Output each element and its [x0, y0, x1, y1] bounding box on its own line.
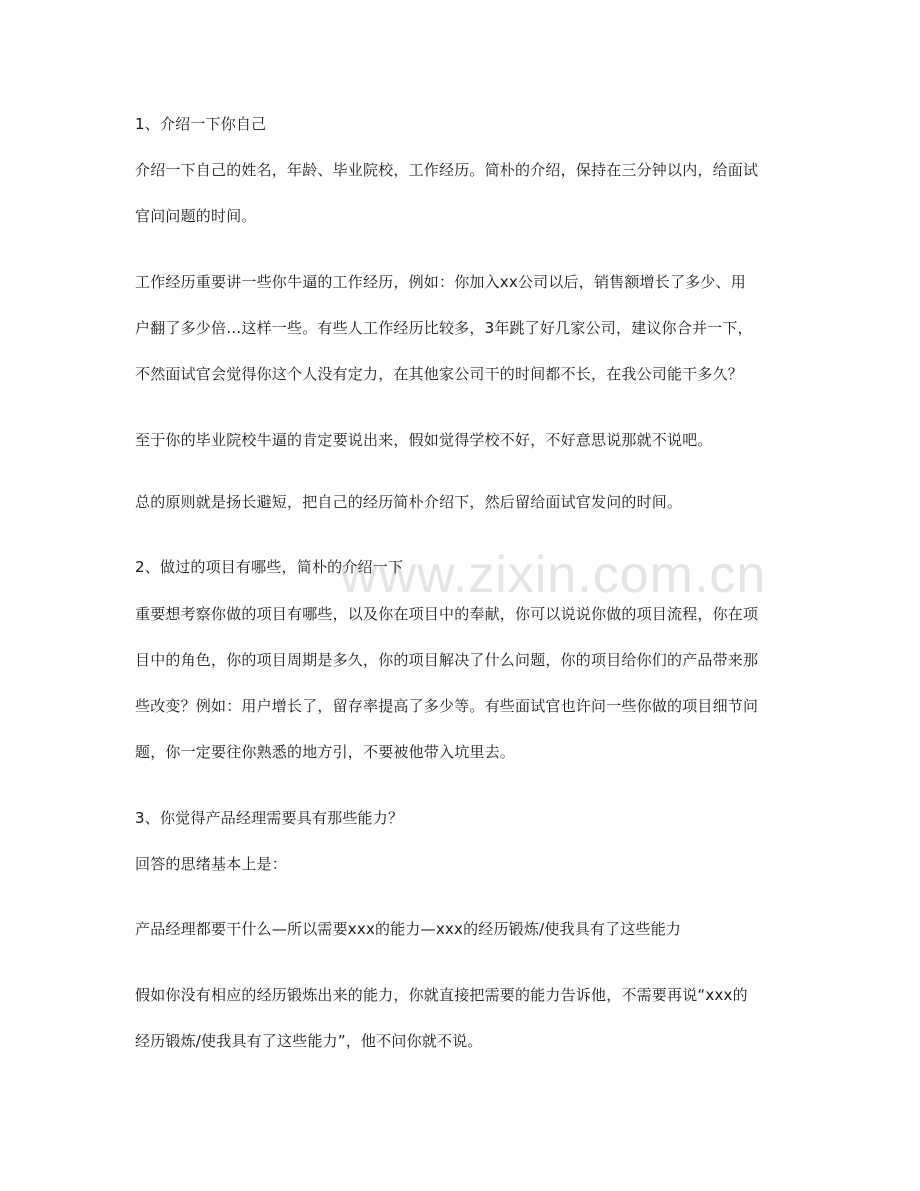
paragraph-line: 些改变？例如：用户增长了，留存率提高了多少等。有些面试官也许问一些你做的项目细节问	[135, 697, 759, 715]
paragraph-line: 官问问题的时间。	[135, 207, 257, 225]
paragraph-line: 经历锻炼/使我具有了这些能力”，他不问你就不说。	[135, 1032, 483, 1050]
paragraph-line: 不然面试官会觉得你这个人没有定力，在其他家公司干的时间都不长，在我公司能干多久？	[135, 365, 744, 383]
paragraph-line: 总的原则就是扬长避短，把自己的经历简朴介绍下，然后留给面试官发问的时间。	[135, 493, 683, 511]
paragraph-line: 工作经历重要讲一些你牛逼的工作经历，例如：你加入xx公司以后，销售额增长了多少、用	[135, 273, 746, 291]
paragraph-line: 回答的思绪基本上是：	[135, 855, 288, 873]
paragraph-line: 目中的角色，你的项目周期是多久，你的项目解决了什么问题，你的项目给你们的产品带来那	[135, 651, 759, 669]
paragraph-line: 题，你一定要往你熟悉的地方引，不要被他带入坑里去。	[135, 743, 516, 761]
paragraph-line: 户翻了多少倍…这样一些。有些人工作经历比较多，3年跳了好几家公司，建议你合并一下，	[135, 319, 753, 337]
paragraph-line: 至于你的毕业院校牛逼的肯定要说出来，假如觉得学校不好，不好意思说那就不说吧。	[135, 431, 713, 449]
watermark: www.zixin.com.cn	[340, 546, 767, 604]
paragraph-line: 介绍一下自己的姓名，年龄、毕业院校，工作经历。简朴的介绍，保持在三分钟以内，给面试	[135, 161, 759, 179]
paragraph-line: 重要想考察你做的项目有哪些，以及你在项目中的奉献，你可以说说你做的项目流程，你在项	[135, 605, 759, 623]
paragraph-line: 假如你没有相应的经历锻炼出来的能力，你就直接把需要的能力告诉他，不需要再说“xxx的	[135, 986, 748, 1004]
section-3-heading: 3、你觉得产品经理需要具有那些能力？	[135, 809, 404, 827]
section-1-heading: 1、介绍一下你自己	[135, 115, 267, 133]
paragraph-line: 产品经理都要干什么—所以需要xxx的能力—xxx的经历锻炼/使我具有了这些能力	[135, 920, 682, 938]
section-2-heading: 2、做过的项目有哪些，简朴的介绍一下	[135, 558, 404, 576]
